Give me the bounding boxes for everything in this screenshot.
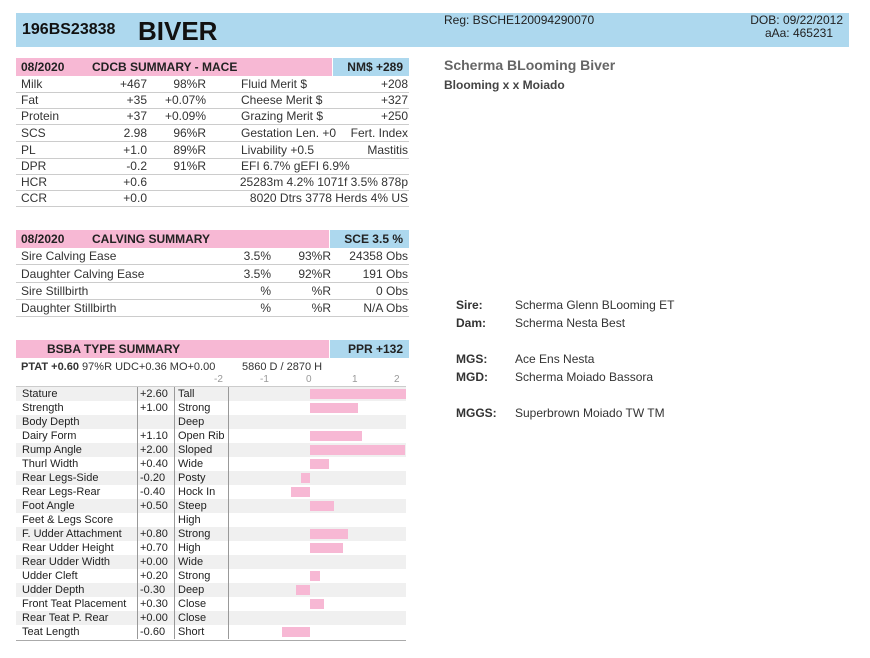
type-column-rule-2: [174, 471, 175, 485]
calving-reliability: %R: [311, 284, 331, 298]
type-column-rule-3: [228, 401, 229, 415]
type-column-rule-3: [228, 415, 229, 429]
type-column-rule-1: [137, 471, 138, 485]
type-column-rule-3: [228, 429, 229, 443]
cdcb-trait-right: Livability +0.5: [241, 143, 315, 157]
type-bar: [301, 473, 311, 483]
type-column-rule-3: [228, 611, 229, 625]
type-descriptor: Wide: [178, 458, 204, 470]
type-column-rule-2: [174, 401, 175, 415]
pedigree-line: Blooming x x Moiado: [444, 78, 565, 92]
type-column-rule-2: [174, 457, 175, 471]
pedigree-label: MGS:: [456, 352, 488, 366]
type-column-rule-2: [174, 443, 175, 457]
pedigree-value: Ace Ens Nesta: [515, 352, 595, 366]
type-column-rule-3: [228, 597, 229, 611]
pedigree-label: Dam:: [456, 316, 487, 330]
cdcb-header: [16, 58, 332, 76]
type-value: +0.40: [140, 458, 168, 470]
type-trait: Dairy Form: [22, 430, 77, 442]
type-column-rule-2: [174, 429, 175, 443]
cdcb-trait: HCR: [21, 175, 47, 189]
cdcb-trait: PL: [21, 143, 36, 157]
type-descriptor: Hock In: [178, 486, 216, 498]
type-column-rule-2: [174, 597, 175, 611]
type-trait: Strength: [22, 402, 64, 414]
type-column-rule-1: [137, 611, 138, 625]
pedigree-value: Scherma Moiado Bassora: [515, 370, 654, 384]
cdcb-value-right: Fert. Index: [350, 126, 408, 140]
type-header: [16, 340, 329, 358]
cdcb-summary-text: 8020 Dtrs 3778 Herds 4% US: [249, 191, 408, 205]
type-scale-axis: [16, 374, 406, 387]
type-column-rule-3: [228, 471, 229, 485]
type-value: +1.00: [140, 402, 168, 414]
type-column-rule-1: [137, 499, 138, 513]
type-column-rule-1: [137, 569, 138, 583]
type-trait: Udder Cleft: [22, 570, 78, 582]
calving-row: [16, 266, 409, 283]
type-descriptor: Close: [178, 612, 207, 624]
type-bar: [310, 445, 405, 455]
type-column-rule-3: [228, 387, 229, 401]
type-value: -0.60: [140, 626, 166, 638]
type-bar: [291, 487, 310, 497]
scale-tick-label: -2: [214, 374, 223, 385]
calving-reliability: 93%R: [298, 249, 331, 263]
type-trait: F. Udder Attachment: [22, 528, 122, 540]
type-column-rule-1: [137, 597, 138, 611]
cdcb-value-right: +250: [380, 109, 408, 123]
aaa-code: aAa: 465231: [764, 26, 833, 40]
type-trait: Rear Udder Width: [22, 556, 111, 568]
cdcb-row: [16, 77, 409, 93]
type-row: [16, 471, 406, 485]
calving-percent: %: [260, 301, 271, 315]
type-column-rule-1: [137, 401, 138, 415]
cdcb-trait-right: Fluid Merit $: [241, 77, 308, 91]
type-column-rule-2: [174, 513, 175, 527]
type-column-rule-2: [174, 583, 175, 597]
registration-id: Reg: BSCHE120094290070: [444, 13, 595, 27]
full-name: Scherma BLooming Biver: [444, 57, 616, 73]
type-value: +0.80: [140, 528, 168, 540]
type-descriptor: Steep: [178, 500, 207, 512]
daughter-herd-count: 5860 D / 2870 H: [242, 361, 323, 373]
type-row: [16, 611, 406, 625]
cdcb-trait: Milk: [21, 77, 43, 91]
type-trait: Rear Legs-Rear: [22, 486, 101, 498]
type-column-rule-2: [174, 569, 175, 583]
calving-row: [16, 300, 409, 317]
type-column-rule-1: [137, 443, 138, 457]
type-bar: [310, 389, 406, 399]
pedigree-value: Scherma Nesta Best: [515, 316, 626, 330]
pedigree-label: MGD:: [456, 370, 488, 384]
type-trait: Rear Teat P. Rear: [22, 612, 109, 624]
type-bar: [310, 431, 362, 441]
type-row: [16, 429, 406, 443]
cdcb-value: +35: [126, 93, 147, 107]
type-value: +0.20: [140, 570, 168, 582]
calving-percent: 3.5%: [243, 249, 271, 263]
type-value: +2.00: [140, 444, 168, 456]
ptat-details: 97%R UDC+0.36 MO+0.00: [82, 361, 216, 373]
type-bar: [310, 599, 324, 609]
type-row: [16, 401, 406, 415]
cdcb-row: [16, 93, 409, 109]
ptat-value: PTAT +0.60: [21, 361, 79, 373]
type-row: [16, 555, 406, 569]
type-descriptor: Wide: [178, 556, 204, 568]
cdcb-reliability: 89%R: [173, 143, 206, 157]
type-value: +0.70: [140, 542, 168, 554]
type-column-rule-1: [137, 485, 138, 499]
cdcb-row: [16, 175, 409, 191]
cdcb-trait: DPR: [21, 159, 47, 173]
type-row: [16, 527, 406, 541]
type-column-rule-2: [174, 527, 175, 541]
sce-box: [330, 230, 409, 248]
type-column-rule-1: [137, 387, 138, 401]
type-column-rule-2: [174, 387, 175, 401]
type-row: [16, 415, 406, 429]
scale-tick-label: 0: [306, 374, 312, 385]
calving-header: [16, 230, 329, 248]
type-column-rule-1: [137, 513, 138, 527]
type-trait: Stature: [22, 388, 58, 400]
scale-tick-label: 2: [394, 374, 400, 385]
pedigree-label: MGGS:: [456, 406, 497, 420]
calving-trait: Sire Stillbirth: [21, 284, 89, 298]
type-column-rule-2: [174, 541, 175, 555]
type-row: [16, 499, 406, 513]
type-row: [16, 541, 406, 555]
type-descriptor: Strong: [178, 402, 211, 414]
cdcb-value-right: Mastitis: [367, 143, 408, 157]
type-bar: [310, 571, 320, 581]
type-trait: Thurl Width: [22, 458, 79, 470]
calving-row: [16, 248, 409, 265]
type-descriptor: Deep: [178, 584, 205, 596]
type-descriptor: Sloped: [178, 444, 213, 456]
nm-dollar-box: [333, 58, 409, 76]
type-column-rule-1: [137, 625, 138, 639]
type-descriptor: Close: [178, 598, 207, 610]
cdcb-trait-right: Grazing Merit $: [241, 109, 324, 123]
type-trait: Rump Angle: [22, 444, 82, 456]
type-column-rule-1: [137, 457, 138, 471]
cdcb-value: +1.0: [123, 143, 147, 157]
cdcb-row: [16, 191, 409, 207]
type-descriptor: Deep: [178, 416, 205, 428]
type-column-rule-3: [228, 583, 229, 597]
type-value: -0.40: [140, 486, 166, 498]
type-column-rule-3: [228, 541, 229, 555]
type-column-rule-2: [174, 485, 175, 499]
cdcb-value-right: +327: [380, 93, 408, 107]
cdcb-trait: Fat: [21, 93, 39, 107]
cdcb-trait: CCR: [21, 191, 47, 205]
type-row: [16, 597, 406, 611]
type-bar: [310, 403, 358, 413]
type-column-rule-2: [174, 555, 175, 569]
pedigree-label: Sire:: [456, 298, 483, 312]
type-column-rule-1: [137, 583, 138, 597]
calving-observations: 24358 Obs: [349, 249, 408, 263]
calving-trait: Sire Calving Ease: [21, 249, 117, 263]
type-column-rule-3: [228, 443, 229, 457]
cdcb-value: +467: [119, 77, 147, 91]
type-column-rule-1: [137, 555, 138, 569]
type-column-rule-3: [228, 625, 229, 639]
scale-tick-label: -1: [260, 374, 269, 385]
type-column-rule-2: [174, 611, 175, 625]
type-trait: Front Teat Placement: [22, 598, 127, 610]
scale-tick-label: 1: [352, 374, 358, 385]
calving-observations: 191 Obs: [362, 267, 408, 281]
type-column-rule-3: [228, 555, 229, 569]
pedigree-value: Superbrown Moiado TW TM: [515, 406, 665, 420]
type-trait: Rear Legs-Side: [22, 472, 99, 484]
cdcb-row: [16, 109, 409, 125]
registration-number: 196BS23838: [22, 21, 116, 38]
cdcb-value: +37: [126, 109, 147, 123]
type-column-rule-3: [228, 527, 229, 541]
type-value: +0.00: [140, 556, 168, 568]
cdcb-row: [16, 126, 409, 142]
ppr-value: PPR +132: [347, 342, 403, 356]
type-row: [16, 569, 406, 583]
calving-date: 08/2020: [21, 232, 65, 246]
cdcb-title: CDCB SUMMARY - MACE: [92, 60, 238, 74]
type-value: +0.50: [140, 500, 168, 512]
type-bar: [310, 529, 348, 539]
cdcb-value: 2.98: [123, 126, 147, 140]
type-column-rule-1: [137, 541, 138, 555]
type-value: +1.10: [140, 430, 168, 442]
ppr-box: [330, 340, 409, 358]
cdcb-value: +0.0: [123, 191, 147, 205]
type-bar: [310, 543, 343, 553]
date-of-birth: DOB: 09/22/2012: [750, 13, 843, 27]
type-trait: Foot Angle: [22, 500, 75, 512]
type-trait: Teat Length: [22, 626, 80, 638]
type-column-rule-3: [228, 569, 229, 583]
ptat-line: [21, 361, 215, 373]
calving-observations: 0 Obs: [375, 284, 408, 298]
type-column-rule-2: [174, 415, 175, 429]
cdcb-reliability: 96%R: [173, 126, 206, 140]
cdcb-reliability: +0.09%: [164, 109, 206, 123]
type-table-bottom-rule: [16, 640, 406, 641]
type-row: [16, 485, 406, 499]
type-row: [16, 443, 406, 457]
calving-row: [16, 283, 409, 300]
type-column-rule-2: [174, 499, 175, 513]
type-bar: [310, 459, 329, 469]
cdcb-row: [16, 143, 409, 159]
cdcb-reliability: +0.07%: [164, 93, 206, 107]
type-column-rule-1: [137, 527, 138, 541]
calving-title: CALVING SUMMARY: [92, 232, 210, 246]
calving-percent: 3.5%: [243, 267, 271, 281]
pedigree-value: Scherma Glenn BLooming ET: [515, 298, 675, 312]
cdcb-trait: Protein: [21, 109, 60, 123]
calving-reliability: %R: [311, 301, 331, 315]
type-column-rule-3: [228, 499, 229, 513]
calving-trait: Daughter Stillbirth: [21, 301, 117, 315]
cdcb-trait-right: Gestation Len. +0: [241, 126, 337, 140]
type-bar: [282, 627, 311, 637]
cdcb-summary-text: 25283m 4.2% 1071f 3.5% 878p: [239, 175, 408, 189]
type-descriptor: Open Rib: [178, 430, 225, 442]
type-column-rule-3: [228, 457, 229, 471]
type-trait: Rear Udder Height: [22, 542, 114, 554]
type-descriptor: Tall: [178, 388, 195, 400]
cdcb-value: +0.6: [123, 175, 147, 189]
type-trait: Udder Depth: [22, 584, 85, 596]
cdcb-trait-right: EFI 6.7% gEFI 6.9%: [241, 159, 350, 173]
type-title: BSBA TYPE SUMMARY: [47, 342, 181, 356]
type-row: [16, 513, 406, 527]
cdcb-trait-right: Cheese Merit $: [241, 93, 323, 107]
calving-observations: N/A Obs: [363, 301, 408, 315]
calving-percent: %: [260, 284, 271, 298]
nm-dollar: NM$ +289: [347, 60, 403, 74]
cdcb-row: [16, 159, 409, 175]
type-value: -0.20: [140, 472, 166, 484]
type-column-rule-2: [174, 625, 175, 639]
type-value: +2.60: [140, 388, 168, 400]
type-descriptor: Strong: [178, 570, 211, 582]
type-descriptor: High: [178, 514, 201, 526]
type-descriptor: Posty: [178, 472, 206, 484]
type-value: +0.30: [140, 598, 168, 610]
type-trait: Body Depth: [22, 416, 80, 428]
type-trait: Feet & Legs Score: [22, 514, 114, 526]
type-row: [16, 625, 406, 639]
type-row: [16, 387, 406, 401]
type-column-rule-1: [137, 429, 138, 443]
type-row: [16, 457, 406, 471]
calving-trait: Daughter Calving Ease: [21, 267, 145, 281]
cdcb-value-right: +208: [380, 77, 408, 91]
type-descriptor: Short: [178, 626, 205, 638]
animal-name: BIVER: [138, 16, 218, 46]
cdcb-reliability: 98%R: [173, 77, 206, 91]
type-column-rule-3: [228, 513, 229, 527]
type-column-rule-3: [228, 485, 229, 499]
type-column-rule-1: [137, 415, 138, 429]
sce-value: SCE 3.5 %: [344, 232, 403, 246]
cdcb-reliability: 91%R: [173, 159, 206, 173]
type-descriptor: Strong: [178, 528, 211, 540]
cdcb-value: -0.2: [126, 159, 147, 173]
type-descriptor: High: [178, 542, 201, 554]
type-row: [16, 583, 406, 597]
type-bar: [296, 585, 310, 595]
calving-reliability: 92%R: [298, 267, 331, 281]
type-value: +0.00: [140, 612, 168, 624]
type-bar: [310, 501, 334, 511]
type-value: -0.30: [140, 584, 166, 596]
cdcb-date: 08/2020: [21, 60, 65, 74]
cdcb-trait: SCS: [21, 126, 46, 140]
header-bar: [16, 13, 849, 47]
